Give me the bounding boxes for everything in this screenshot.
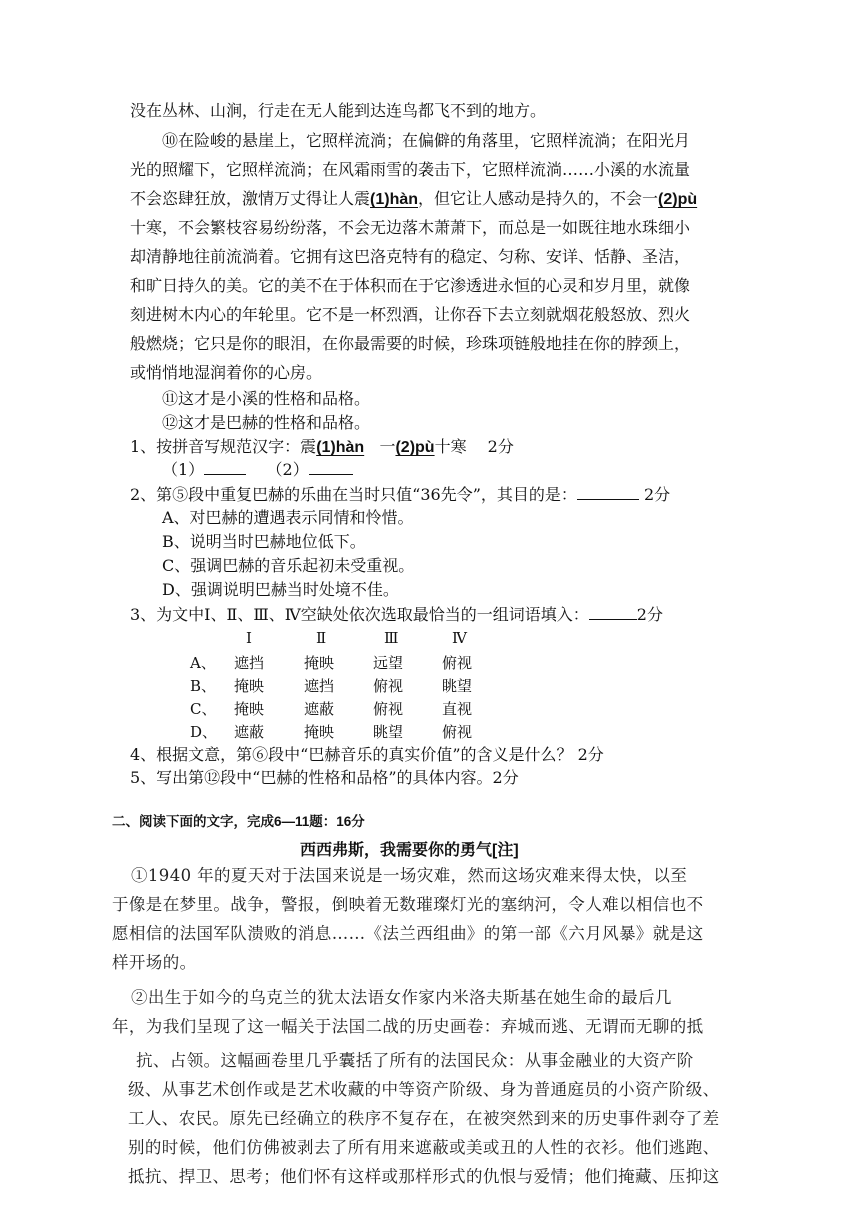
question-1-blanks: （1） （2） [162,459,353,481]
article-line: 抵抗、捍卫、思考；他们怀有这样或那样形式的仇恨与爱情；他们掩藏、压抑这 [128,1167,720,1186]
word-cell: 俯视 [373,700,404,718]
passage-line: 般燃烧；它只是你的眼泪，在你最需要的时候，珍珠项链般地挂在你的脖颈上， [130,334,691,353]
article-line: 样开场的。 [112,953,197,972]
article-line: 工人、农民。原先已经确立的秩序不复存在，在被突然到来的历史事件剥夺了差 [128,1109,720,1128]
passage-line: 光的照耀下，它照样流淌；在风霜雨雪的袭击下，它照样流淌……小溪的水流量 [130,160,691,179]
passage-line: ⑩在险峻的悬崖上，它照样流淌；在偏僻的角落里，它照样流淌；在阳光月 [162,131,691,150]
answer-blank-1[interactable] [204,460,246,475]
pinyin-han: (1)hàn [370,191,419,208]
article-line: 年，为我们呈现了这一幅关于法国二战的历史画卷：弃城而逃、无谓而无聊的抵 [112,1017,704,1036]
row-label: D、 [190,723,218,741]
word-cell: 俯视 [373,677,404,695]
word-cell: 遮蔽 [234,723,265,741]
section-heading: 二、阅读下面的文字，完成6—11题：16分 [112,814,365,829]
article-line: 别的时候，他们仿佛被剥去了所有用来遮蔽或美或丑的人性的衣衫。他们逃跑、 [128,1138,720,1157]
passage-line: 却清静地往前流淌着。它拥有这巴洛克特有的稳定、匀称、安详、恬静、圣洁， [130,247,691,266]
option-d: D、强调说明巴赫当时处境不佳。 [162,580,399,599]
article-line: 级、从事艺术创作或是艺术收藏的中等资产阶级、身为普通庭员的小资产阶级、 [128,1080,720,1099]
passage-line: 十寒，不会繁枝容易纷纷落，不会无边落木萧萧下，而总是一如既往地水珠细小 [130,218,691,237]
passage-line: 或悄悄地湿润着你的心房。 [130,363,323,382]
word-cell: 遮挡 [304,677,335,695]
question-1: 1、按拼音写规范汉字：震(1)hàn 一(2)pù十寒 2分 [130,437,514,456]
passage-line: ⑫这才是巴赫的性格和品格。 [162,413,371,432]
passage-line-pinyin: 不会恣肆狂放，激情万丈得让人震(1)hàn，但它让人感动是持久的，不会一(2)pù [130,189,698,208]
column-header: Ⅰ [246,629,252,647]
answer-blank-q3[interactable] [589,605,637,620]
column-header: Ⅱ [316,629,327,647]
question-3: 3、为文中Ⅰ、Ⅱ、Ⅲ、Ⅳ空缺处依次选取最恰当的一组词语填入： 2分 [130,605,663,624]
column-header: Ⅲ [384,629,399,647]
answer-blank-q2[interactable] [577,485,639,500]
question-4: 4、根据文意，第⑥段中“巴赫音乐的真实价值”的含义是什么？ 2分 [130,745,604,764]
row-label: A、 [190,654,216,672]
passage-line: 没在丛林、山涧，行走在无人能到达连鸟都飞不到的地方。 [130,101,547,120]
article-title: 西西弗斯，我需要你的勇气[注] [300,842,519,859]
pinyin-han: (1)hàn [316,439,365,456]
pinyin-pu: (2)pù [395,439,435,456]
answer-blank-2[interactable] [309,460,353,475]
word-cell: 掩映 [304,654,335,672]
word-cell: 遮蔽 [304,700,335,718]
row-label: B、 [190,677,217,695]
word-cell: 遮挡 [234,654,265,672]
column-header: Ⅳ [452,629,467,647]
word-cell: 掩映 [304,723,335,741]
option-b: B、说明当时巴赫地位低下。 [162,532,366,551]
word-cell: 直视 [442,700,473,718]
word-cell: 俯视 [442,654,473,672]
option-c: C、强调巴赫的音乐起初未受重视。 [162,556,415,575]
word-cell: 掩映 [234,677,265,695]
word-cell: 远望 [373,654,404,672]
question-5: 5、写出第⑫段中“巴赫的性格和品格”的具体内容。2分 [130,768,519,787]
article-line: 愿相信的法国军队溃败的消息……《法兰西组曲》的第一部《六月风暴》就是这 [112,924,704,943]
article-line: ①1940 年的夏天对于法国来说是一场灾难，然而这场灾难来得太快，以至 [131,866,688,885]
article-line: ②出生于如今的乌克兰的犹太法语女作家内米洛夫斯基在她生命的最后几 [131,988,672,1007]
pinyin-pu: (2)pù [658,191,698,208]
word-cell: 眺望 [442,677,473,695]
article-line: 抗、占领。这幅画卷里几乎囊括了所有的法国民众：从事金融业的大资产阶 [136,1051,694,1070]
word-cell: 俯视 [442,723,473,741]
passage-line: 刻进树木内心的年轮里。它不是一杯烈酒，让你吞下去立刻就烟花般怒放、烈火 [130,305,691,324]
word-cell: 掩映 [234,700,265,718]
article-line: 于像是在梦里。战争，警报，倒映着无数璀璨灯光的塞纳河，令人难以相信也不 [112,895,704,914]
option-a: A、对巴赫的遭遇表示同情和怜惜。 [162,508,414,527]
passage-line: ⑪这才是小溪的性格和品格。 [162,389,371,408]
row-label: C、 [190,700,217,718]
word-cell: 眺望 [373,723,404,741]
question-2: 2、第⑤段中重复巴赫的乐曲在当时只值“36先令”，其目的是： 2分 [130,485,671,504]
passage-line: 和旷日持久的美。它的美不在于体积而在于它渗透进永恒的心灵和岁月里，就像 [130,276,691,295]
